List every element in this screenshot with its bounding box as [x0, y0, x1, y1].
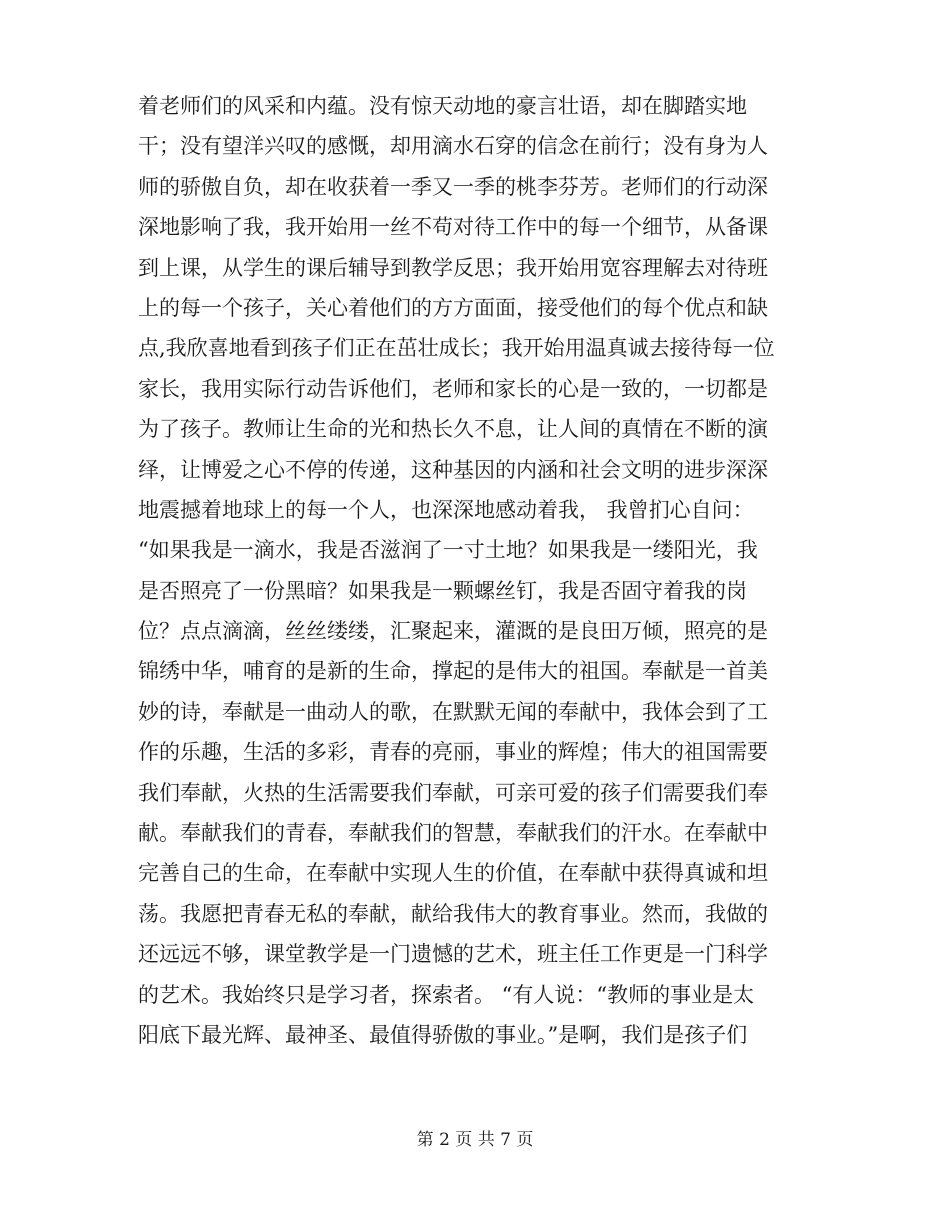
text-line: 阳底下最光辉、最神圣、最值得骄傲的事业。”是啊，我们是孩子们 — [138, 1022, 748, 1047]
text-line: 上的每一个孩子，关心着他们的方方面面，接受他们的每个优点和缺 — [138, 295, 768, 320]
text-line: “如果我是一滴水，我是否滋润了一寸土地？如果我是一缕阳光，我 — [138, 538, 758, 563]
text-line: 绎，让博爱之心不停的传递，这种基因的内涵和社会文明的进步深深 — [138, 457, 768, 482]
text-line: 妙的诗，奉献是一曲动人的歌，在默默无闻的奉献中，我体会到了工 — [138, 699, 768, 724]
text-line: 是否照亮了一份黑暗？如果我是一颗螺丝钉，我是否固守着我的岗 — [138, 578, 747, 603]
text-line: 深地影响了我，我开始用一丝不苟对待工作中的每一个细节，从备课 — [138, 215, 768, 240]
text-line: 锦绣中华，哺育的是新的生命，撑起的是伟大的祖国。奉献是一首美 — [138, 659, 768, 684]
text-line: 师的骄傲自负，却在收获着一季又一季的桃李芬芳。老师们的行动深 — [138, 174, 768, 199]
text-line: 的艺术。我始终只是学习者，探索者。 “有人说：“教师的事业是太 — [138, 982, 755, 1007]
text-line: 干；没有望洋兴叹的感慨，却用滴水石穿的信念在前行；没有身为人 — [138, 134, 768, 159]
text-line: 为了孩子。教师让生命的光和热长久不息，让人间的真情在不断的演 — [138, 417, 768, 442]
text-line: 到上课，从学生的课后辅导到教学反思；我开始用宽容理解去对待班 — [138, 255, 768, 280]
body-text — [138, 86, 818, 1055]
text-line: 我们奉献，火热的生活需要我们奉献，可亲可爱的孩子们需要我们奉 — [138, 780, 768, 805]
text-line: 点,我欣喜地看到孩子们正在茁壮成长；我开始用温真诚去接待每一位 — [138, 336, 775, 361]
text-line: 作的乐趣，生活的多彩，青春的亮丽，事业的辉煌；伟大的祖国需要 — [138, 740, 768, 765]
text-line: 还远远不够，课堂教学是一门遗憾的艺术，班主任工作更是一门科学 — [138, 942, 768, 967]
text-line: 完善自己的生命，在奉献中实现人生的价值，在奉献中获得真诚和坦 — [138, 861, 768, 886]
text-line: 地震撼着地球上的每一个人，也深深地感动着我， 我曾扪心自问： — [138, 497, 754, 522]
text-line: 献。奉献我们的青春，奉献我们的智慧，奉献我们的汗水。在奉献中 — [138, 821, 768, 846]
text-line: 着老师们的风采和内蕴。没有惊天动地的豪言壮语，却在脚踏实地 — [138, 94, 747, 118]
page-footer: 第 2 页 共 7 页 — [416, 1130, 534, 1150]
text-line: 荡。我愿把青春无私的奉献，献给我伟大的教育事业。然而，我做的 — [138, 901, 768, 926]
text-line: 位？点点滴滴，丝丝缕缕，汇聚起来，灌溉的是良田万倾，照亮的是 — [138, 619, 768, 644]
text-line: 家长，我用实际行动告诉他们，老师和家长的心是一致的，一切都是 — [138, 376, 768, 401]
